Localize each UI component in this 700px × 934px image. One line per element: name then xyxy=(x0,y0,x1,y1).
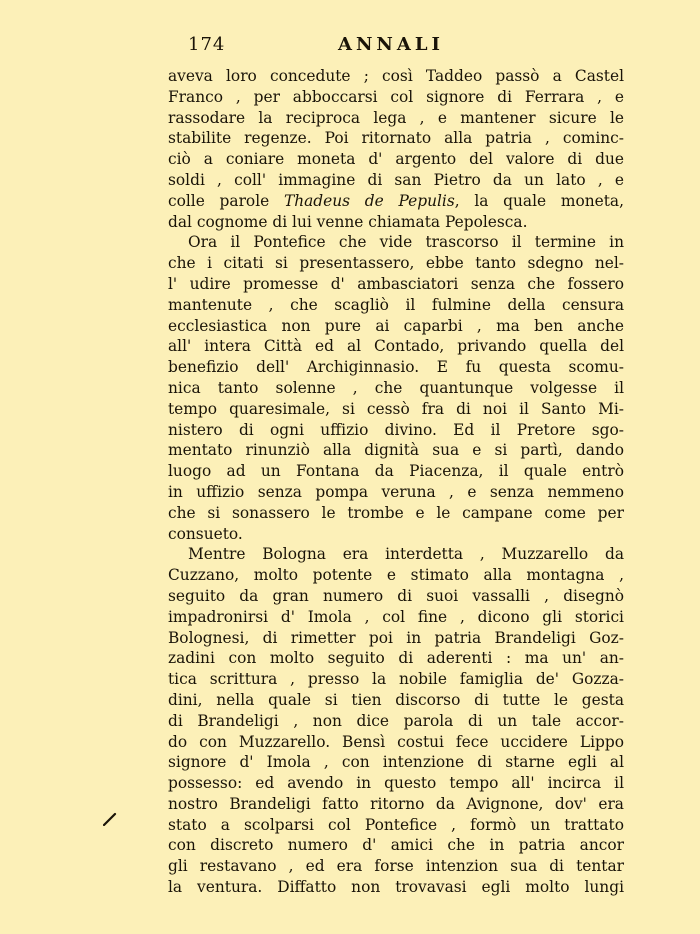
text-line: che si sonassero le trombe e le campane come per xyxy=(168,503,624,522)
text-line: Mentre Bologna era interdetta , Muzzarello da xyxy=(188,545,624,564)
italic-phrase: Thadeus de Pepulis xyxy=(283,191,455,210)
text-line: rassodare la reciproca lega , e mantener sicure le xyxy=(168,108,624,127)
text-line: all' intera Città ed al Contado, privando quella del xyxy=(168,337,624,356)
text-line xyxy=(168,191,624,212)
text-segment: , la quale moneta, xyxy=(454,191,624,210)
text-line: consueto. xyxy=(168,524,243,543)
pen-mark-icon xyxy=(103,812,117,826)
text-line: ciò a coniare moneta d' argento del valore di due xyxy=(168,150,624,169)
text-line: di Brandeligi , non dice parola di un tale accor- xyxy=(168,711,624,730)
text-line: la ventura. Diffatto non trovavasi egli molto lungi xyxy=(168,878,624,897)
text-line: signore d' Imola , con intenzione di starne egli al xyxy=(168,753,624,772)
text-line: in uffizio senza pompa veruna , e senza nemmeno xyxy=(168,482,624,501)
text-line: l' udire promesse d' ambasciatori senza che fossero xyxy=(168,274,624,293)
running-head: ANNALI xyxy=(338,34,444,55)
text-line: ecclesiastica non pure ai caparbi , ma ben anche xyxy=(168,316,624,335)
page-number: 174 xyxy=(188,34,226,55)
text-line: mentato rinunziò alla dignità sua e si partì, dando xyxy=(168,441,624,460)
text-line: con discreto numero d' amici che in patria ancor xyxy=(168,836,624,855)
text-line: nostro Brandeligi fatto ritorno da Avignone, dov' era xyxy=(168,794,624,813)
text-line: Franco , per abboccarsi col signore di Ferrara , e xyxy=(168,87,624,106)
text-line: Bolognesi, di rimetter poi in patria Brandeligi Goz- xyxy=(168,628,624,647)
text-line: seguito da gran numero di suoi vassalli , disegnò xyxy=(168,586,624,605)
text-line: do con Muzzarello. Bensì costui fece uccidere Lippo xyxy=(168,732,624,751)
text-line: soldi , coll' immagine di san Pietro da un lato , e xyxy=(168,170,624,189)
text-line: aveva loro concedute ; così Taddeo passò a Castel xyxy=(168,67,624,85)
text-line: tica scrittura , presso la nobile famiglia de' Gozza- xyxy=(168,670,624,689)
text-line: Ora il Pontefice che vide trascorso il termine in xyxy=(188,233,624,252)
text-line: stato a scolparsi col Pontefice , formò un trattato xyxy=(168,815,624,834)
text-line: impadronirsi d' Imola , col fine , dicono gli storici xyxy=(168,607,624,626)
text-line: possesso: ed avendo in questo tempo all' incirca il xyxy=(168,774,624,793)
text-line: luogo ad un Fontana da Piacenza, il quale entrò xyxy=(168,462,624,481)
text-line: dini, nella quale si tien discorso di tutte le gesta xyxy=(168,690,624,709)
text-line: tempo quaresimale, si cessò fra di noi il Santo Mi- xyxy=(168,399,624,418)
text-line: zadini con molto seguito di aderenti : ma un' an- xyxy=(168,649,624,668)
text-line: benefizio dell' Archiginnasio. E fu questa scomu- xyxy=(168,358,624,377)
text-line: nica tanto solenne , che quantunque volgesse il xyxy=(168,378,624,397)
text-line: che i citati si presentassero, ebbe tanto sdegno nel- xyxy=(168,254,624,273)
text-segment: colle parole xyxy=(168,191,284,210)
text-line: Cuzzano, molto potente e stimato alla montagna , xyxy=(168,566,624,585)
text-line: nistero di ogni uffizio divino. Ed il Pretore sgo- xyxy=(168,420,624,439)
text-line: dal cognome di lui venne chiamata Pepolesca. xyxy=(168,212,528,231)
body-text xyxy=(168,66,624,898)
text-line: mantenute , che scagliò il fulmine della censura xyxy=(168,295,624,314)
text-line: stabilite regenze. Poi ritornato alla patria , cominc- xyxy=(168,129,624,148)
page-header xyxy=(188,34,628,56)
text-line: gli restavano , ed era forse intenzion sua di tentar xyxy=(168,857,624,876)
